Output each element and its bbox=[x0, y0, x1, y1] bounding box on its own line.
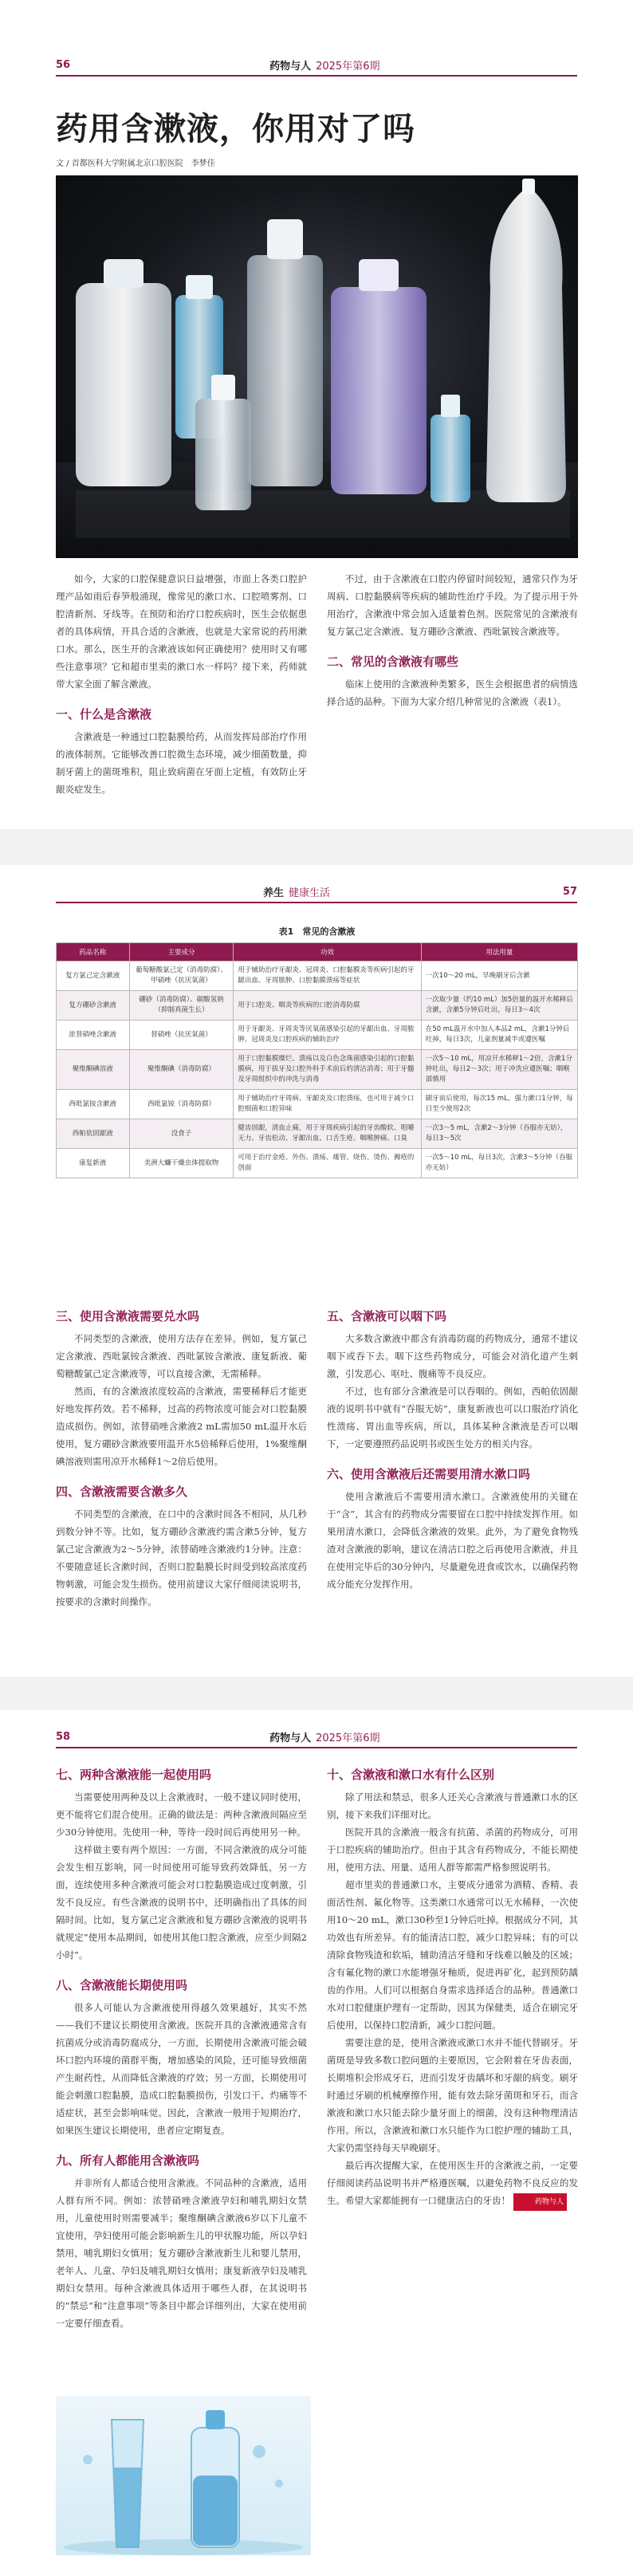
page-number: 58 bbox=[56, 1730, 71, 1743]
mouthwash-table bbox=[56, 925, 578, 1178]
table-row: 西吡氯铵含漱液 西吡氯铵（消毒防腐） 用于辅助治疗牙周病、牙龈炎及口腔溃疡，也可用于减少口腔细菌和口腔异味 刷牙前后使用，每次15 mL，强力漱口1分钟，每日至少使用2次 bbox=[57, 1090, 578, 1119]
table-row: 复方氯己定含漱液 葡萄糖酸氯己定（消毒防腐）、甲硝唑（抗厌氧菌） 用于辅助治疗牙龈炎、冠周炎、口腔黏膜炎等疾病引起的牙龈出血、牙周脓肿、口腔黏膜溃疡等症状 一次10～20 mL，早晚刷牙后含漱 bbox=[57, 962, 578, 991]
section-10-text: 医院开具的含漱液一般含有抗菌、杀菌的药物成分，可用于口腔疾病的辅助治疗。但由于其含有药物成分，不能长期使用，使用方法、用量、适用人群等都需严格参照说明书。 bbox=[327, 1827, 578, 1873]
table-row: 浓替硝唑含漱液 替硝唑（抗厌氧菌） 用于牙龈炎、牙周炎等厌氧菌感染引起的牙龈出血、牙周脓肿、冠周炎及口腔疾病的辅助治疗 在50 mL温开水中加入本品2 mL，含漱1分钟后吐掉，每日3次，儿童剂量减半或遵医嘱 bbox=[57, 1021, 578, 1050]
section-5-heading: 五、含漱液可以咽下吗 bbox=[327, 1309, 447, 1323]
section-4-text: 不同类型的含漱液，在口中的含漱时间各不相同，从几秒到数分钟不等。比如，复方硼砂含漱液约需含漱5分钟，复方氯己定含漱液为2～5分钟，浓替硝唑含漱液约1分钟。注意：不要随意延长含漱时间，否则口腔黏膜长时间受到较高浓度药物刺激，可能会发生损伤。使用前建议大家仔细阅读说明书，按要求的含漱时间操作。 bbox=[56, 1508, 307, 1607]
section-7-heading: 七、两种含漱液能一起使用吗 bbox=[56, 1768, 212, 1782]
running-header bbox=[56, 54, 577, 77]
article-title: 药用含漱液，你用对了吗 bbox=[56, 111, 415, 147]
journal-stamp: 药物与人 bbox=[513, 2193, 567, 2211]
column-right bbox=[327, 1766, 578, 2211]
section-2-heading: 二、常见的含漱液有哪些 bbox=[327, 655, 459, 669]
journal-title: 药物与人 2025年第6期 bbox=[269, 60, 380, 73]
table-row: 康复新液 美洲大蠊干燥虫体提取物 可用于治疗金疮、外伤、溃疡、瘘管、烧伤、烫伤、褥疮的创面 一次5～10 mL，每日3次，含漱3～5分钟（吞服亦无妨） bbox=[57, 1149, 578, 1178]
section-5-text: 不过，也有部分含漱液是可以吞咽的。例如，西帕依固龈液的说明书中就有“吞服无妨”，康复新液也可以口服治疗消化性溃疡、胃出血等疾病，所以，具体某种含漱液是否可以咽下，一定要遵照药品说明书或医生处方的相关内容。 bbox=[327, 1386, 578, 1449]
section-10-text: 除了用法和禁忌，很多人还关心含漱液与普通漱口水的区别，接下来我们详细对比。 bbox=[327, 1791, 578, 1820]
column-left bbox=[56, 1308, 307, 1610]
page-56 bbox=[0, 0, 633, 829]
section-1-text-cont: 不过，由于含漱液在口腔内停留时间较短，通常只作为牙周病、口腔黏膜病等疾病的辅助性治疗手段。为了提示用于外用治疗，含漱液中常会加入适量着色剂。医院常见的含漱液有复方氯己定含漱液、复方硼砂含漱液、西吡氯铵含漱液等。 bbox=[327, 573, 578, 637]
subsection-label: 健康生活 bbox=[289, 887, 331, 899]
column-right bbox=[327, 1308, 578, 1593]
article-byline: 文 / 首都医科大学附属北京口腔医院 李梦佳 bbox=[56, 159, 215, 168]
section-3-heading: 三、使用含漱液需要兑水吗 bbox=[56, 1309, 200, 1323]
table-row: 聚维酮碘溶液 聚维酮碘（消毒防腐） 用于口腔黏膜糜烂、溃疡以及白色念珠菌感染引起的口腔黏膜病，用于拔牙及口腔外科手术前后的清洁消毒；用于牙髓及牙周组织中的冲洗与消毒 一次5～10 mL，用凉开水稀释1～2倍，含漱1分钟吐出，每日2～3次；用于冲洗应遵医嘱；咽喉部慎用 bbox=[57, 1050, 578, 1090]
table-header: 功效 bbox=[234, 943, 421, 962]
running-header bbox=[56, 881, 577, 903]
section-1-text: 含漱液是一种通过口腔黏膜给药，从而发挥局部治疗作用的液体制剂。它能够改善口腔微生态环境，减少细菌数量，抑制牙菌上的菌斑堆积，阻止致病菌在牙面上定植，有效防止牙龈炎症发生。 bbox=[56, 731, 307, 795]
mouthwash-bottles-photo bbox=[56, 175, 578, 558]
section-3-text: 不同类型的含漱液，使用方法存在差异。例如，复方氯己定含漱液、西吡氯铵含漱液、西吡氯铵含漱液、康复新液、葡萄糖酸氯己定含漱液等，可以直接含漱，无需稀释。 bbox=[56, 1333, 307, 1379]
column-left bbox=[56, 1766, 307, 2329]
table-row: 西帕依固龈液 没食子 健齿固龈，清血止痛，用于牙周疾病引起的牙齿酸软、咀嚼无力、牙齿松动、牙龈出血、口舌生疮、咽喉肿痛、口臭 一次3～5 mL，含漱2～3分钟（吞服亦无妨），每日3～5次 bbox=[57, 1119, 578, 1149]
section-8-text: 很多人可能认为含漱液使用得越久效果越好，其实不然——我们不建议长期使用含漱液。医院开具的含漱液通常含有抗菌成分或消毒防腐成分，一方面，长期使用含漱液可能会破坏口腔内环境的菌群平衡，增加感染的风险，还可能导致细菌产生耐药性，从而降低含漱液的疗效；另一方面，长期使用可能会刺激口腔黏膜，造成口腔黏膜损伤，引发口干、灼痛等不适症状，甚至会影响味觉。因此，含漱液一般用于短期治疗，如果医生建议长期使用，患者应定期复查。 bbox=[56, 2002, 307, 2136]
section-4-heading: 四、含漱液需要含漱多久 bbox=[56, 1485, 188, 1499]
table-header: 药品名称 bbox=[57, 943, 130, 962]
water-glass-illustration bbox=[56, 2396, 311, 2555]
section-3-text: 然而，有的含漱液浓度较高的含漱液，需要稀释后才能更好地发挥药效。若不稀释，过高的药物浓度可能会对口腔黏膜造成损伤。例如，浓替硝唑含漱液2 mL需加50 mL温开水后使用，复方硼砂含漱液要用温开水5倍稀释后使用，1%聚维酮碘溶液则需用凉开水稀释1～2倍后使用。 bbox=[56, 1386, 307, 1467]
section-9-heading: 九、所有人都能用含漱液吗 bbox=[56, 2153, 200, 2168]
column-left bbox=[56, 570, 307, 798]
journal-title: 药物与人 2025年第6期 bbox=[269, 1732, 380, 1744]
section-2-text: 临床上使用的含漱液种类繁多，医生会根据患者的病情选择合适的品种。下面为大家介绍几种常见的含漱液（表1）。 bbox=[327, 678, 578, 707]
section-10-text: 最后再次提醒大家，在使用医生开的含漱液之前，一定要仔细阅读药品说明书并严格遵医嘱，以避免药物不良反应的发生。希望大家都能拥有一口健康洁白的牙齿！ 药物与人 bbox=[327, 2157, 578, 2211]
section-1-heading: 一、什么是含漱液 bbox=[56, 707, 152, 722]
page-57 bbox=[0, 865, 633, 1677]
section-8-heading: 八、含漱液能长期使用吗 bbox=[56, 1978, 188, 1992]
table-row: 复方硼砂含漱液 硼砂（消毒防腐）、碳酸氢钠（抑制真菌生长） 用于口腔炎、咽炎等疾病的口腔消毒防腐 一次取少量（约10 mL）加5倍量的温开水稀释后含漱，含漱5分钟后吐出，每日3～4次 bbox=[57, 991, 578, 1021]
section-10-text: 超市里卖的普通漱口水，主要成分通常为酒精、香精、表面活性剂、氟化物等。这类漱口水通常可以无水稀释，一次使用10～20 mL，漱口30秒至1分钟后吐掉。根据成分不同，其功效也有所差异。有的能清洁口腔，减少口腔异味；有的可以清除食物残渣和软垢，辅助清洁牙缝和牙线难以触及的区域；含有氟化物的漱口水能增强牙釉质，促进再矿化，起到预防龋齿的作用。人们可以根据自身需求选择适合的品种。普通漱口水对口腔健康护理有一定帮助，因其为保健类，适合在刷完牙后使用，以保持口腔清新，减少口腔问题。 bbox=[327, 1879, 578, 2031]
table-header: 用法用量 bbox=[421, 943, 577, 962]
section-7-text: 当需要使用两种及以上含漱液时，一般不建议同时使用，更不能将它们混合使用。正确的做法是：两种含漱液间隔应至少30分钟使用。先使用一种，等待一段时间后再使用另一种。 bbox=[56, 1791, 307, 1838]
section-9-text: 并非所有人都适合使用含漱液。不同品种的含漱液，适用人群有所不同。例如：浓替硝唑含漱液孕妇和哺乳期妇女禁用，儿童使用时则需要减半；聚维酮碘含漱液6岁以下儿童不宜使用，孕妇使用可能会影响新生儿的甲状腺功能，所以孕妇禁用，哺乳期妇女慎用；复方硼砂含漱液新生儿和婴儿禁用，老年人、儿童、孕妇及哺乳期妇女慎用；康复新液孕妇及哺乳期妇女禁用。每种含漱液具体适用于哪些人群，在其说明书的“禁忌”和“注意事项”等条目中都会详细列出，大家在使用前一定要仔细查看。 bbox=[56, 2177, 307, 2329]
section-10-heading: 十、含漱液和漱口水有什么区别 bbox=[327, 1768, 495, 1782]
section-6-heading: 六、使用含漱液后还需要用清水漱口吗 bbox=[327, 1467, 531, 1481]
page-number: 57 bbox=[562, 885, 577, 898]
table-header: 主要成分 bbox=[129, 943, 234, 962]
page-58 bbox=[0, 1710, 633, 2576]
section-5-text: 大多数含漱液中都含有消毒防腐的药物成分，通常不建议咽下或吞下去。咽下这些药物成分，可能会对消化道产生刺激，引发恶心、呕吐、腹痛等不良反应。 bbox=[327, 1333, 578, 1379]
intro-paragraph: 如今，大家的口腔保健意识日益增强，市面上各类口腔护理产品如雨后春笋般涌现，像常见的漱口水、口腔喷雾剂、口腔清新剂、牙线等。在预防和治疗口腔疾病时，医生会依据患者的具体病情，开具合适的含漱液，也就是大家常说的药用漱口水。那么，医生开的含漱液该如何正确使用？使用时又有哪些注意事项？它和超市里卖的漱口水一样吗？接下来，药师就带大家全面了解含漱液。 bbox=[56, 573, 307, 690]
running-header bbox=[56, 1726, 577, 1748]
table-caption: 表1 常见的含漱液 bbox=[278, 926, 356, 937]
page-number: 56 bbox=[56, 58, 71, 71]
section-7-text: 这样做主要有两个原因：一方面，不同含漱液的成分可能会发生相互影响，同一时间使用可能导致药效降低，另一方面，连续使用多种含漱液可能会对口腔黏膜造成过度刺激，引发不良反应。有些含漱液的说明书中，还明确指出了具体的间隔时间。比如，复方氯己定含漱液和复方硼砂含漱液的说明书就规定“使用本品期间，如使用其他口腔含漱液，应至少间隔2小时”。 bbox=[56, 1844, 307, 1961]
section-label: 养生 bbox=[263, 887, 285, 899]
column-right bbox=[327, 570, 578, 710]
section-10-text: 需要注意的是，使用含漱液或漱口水并不能代替刷牙。牙菌斑是导致多数口腔问题的主要原因，它会附着在牙齿表面，长期堆积会形成牙石，进而引发牙齿龋坏和牙龈的病变。刷牙时通过牙刷的机械摩擦作用，能有效去除牙菌斑和牙石，而含漱液和漱口水只能去除少量牙面上的细菌，没有这种物理清洁作用。所以，含漱液和漱口水只能作为口腔护理的辅助工具，大家仍需坚持每天早晚刷牙。 bbox=[327, 2037, 578, 2153]
section-6-text: 使用含漱液后不需要用清水漱口。含漱液使用的关键在于“含”，其含有的药物成分需要留在口腔中持续发挥作用。如果用清水漱口，会降低含漱液的效果。此外，为了避免食物残渣对含漱液的影响，建议在清洁口腔之后再使用含漱液，并且在使用完毕后的30分钟内，尽量避免进食或饮水，以确保药物成分能充分发挥作用。 bbox=[327, 1491, 578, 1590]
